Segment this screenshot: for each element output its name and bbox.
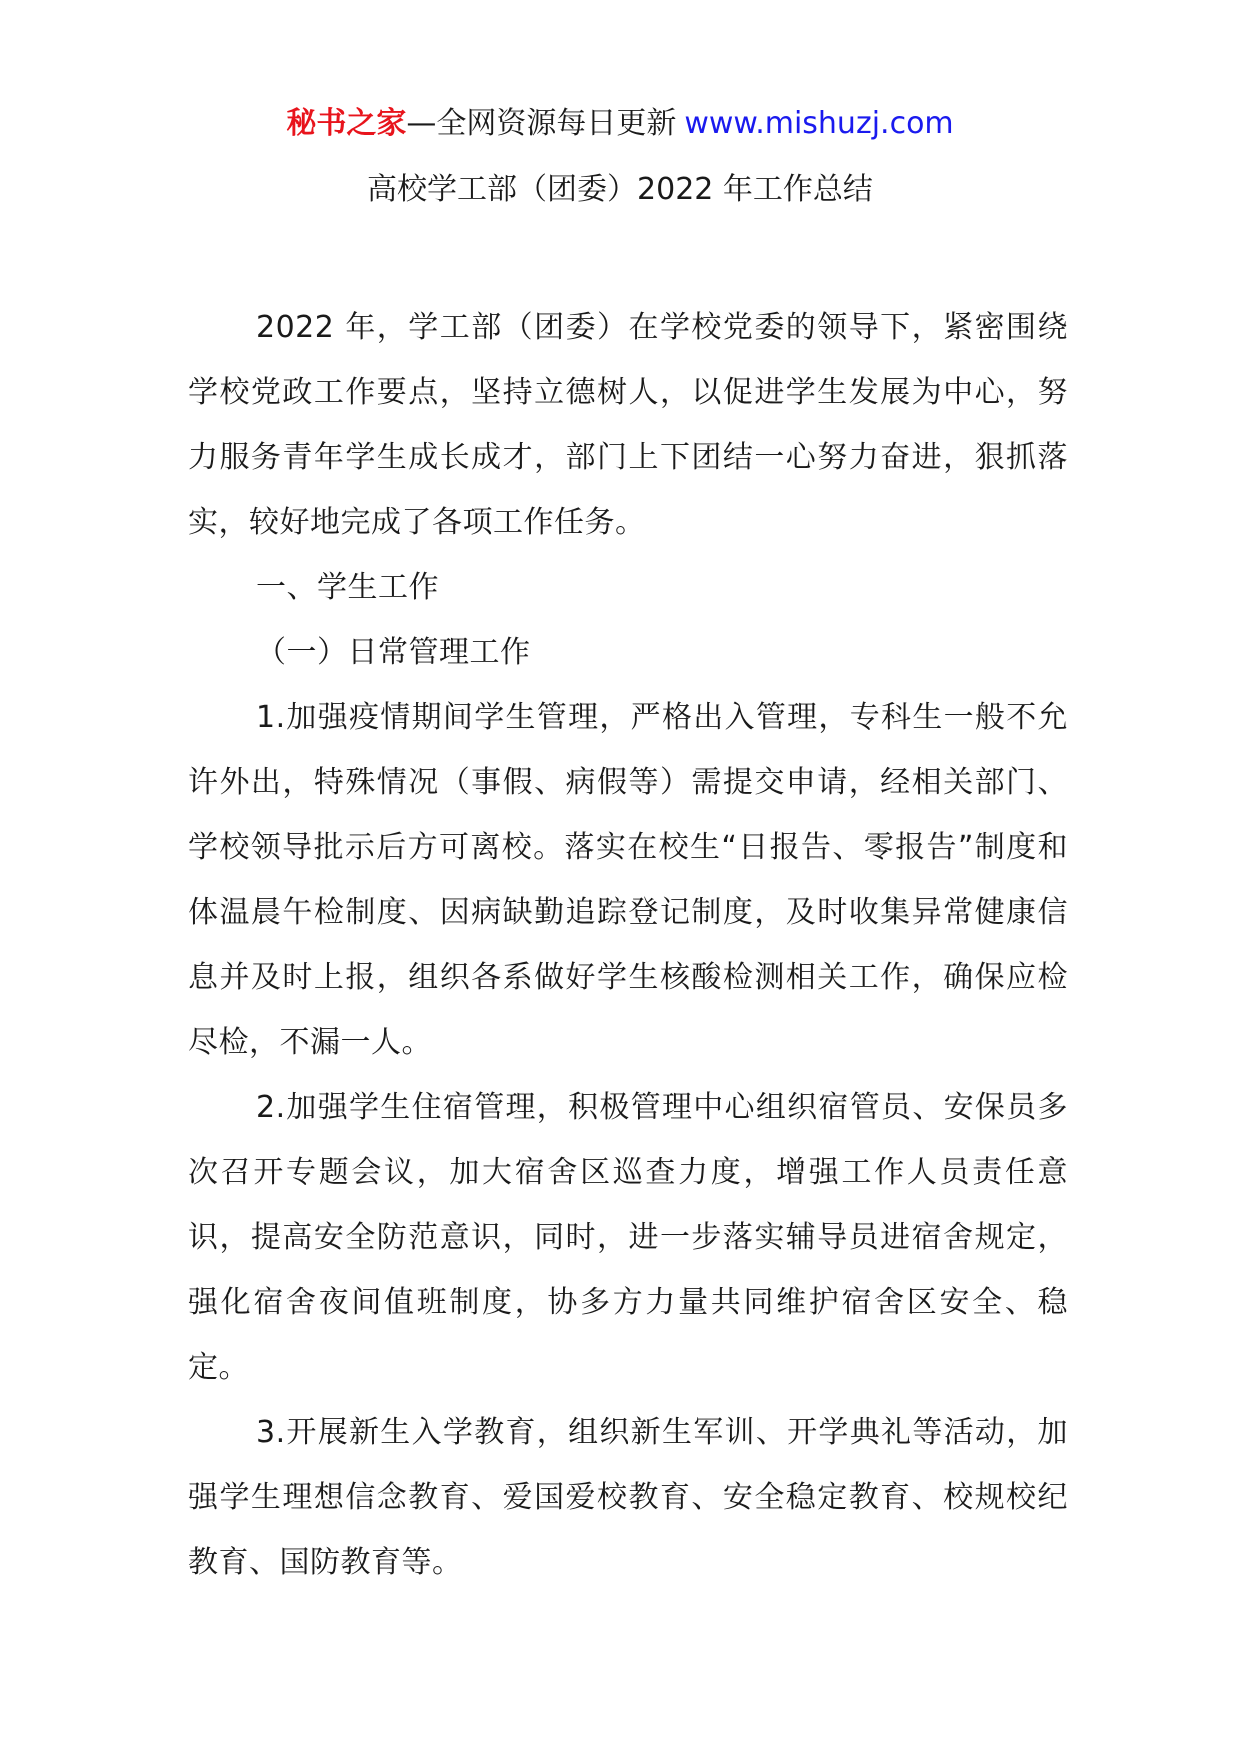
site-header [0, 102, 1240, 146]
subsection-heading-daily-management: （一）日常管理工作 [256, 635, 531, 670]
item-paragraph-freshman-education: 3.开展新生入学教育，组织新生军训、开学典礼等活动，加强学生理想信念教育、爱国爱校教育、安全稳定教育、校规校纪教育、国防教育等。 [188, 1415, 1068, 1580]
item-paragraph-epidemic-management: 1.加强疫情期间学生管理，严格出入管理，专科生一般不允许外出，特殊情况（事假、病假等）需提交申请，经相关部门、学校领导批示后方可离校。落实在校生“日报告、零报告”制度和体温晨午检制度、因病缺勤追踪登记制度，及时收集异常健康信息并及时上报，组织各系做好学生核酸检测相关工作，确保应检尽检，不漏一人。 [188, 700, 1068, 1060]
document-body [188, 295, 1068, 1595]
site-slogan: —全网资源每日更新 [406, 106, 677, 141]
item-paragraph-dormitory-management: 2.加强学生住宿管理，积极管理中心组织宿管员、安保员多次召开专题会议，加大宿舍区巡查力度，增强工作人员责任意识，提高安全防范意识，同时，进一步落实辅导员进宿舍规定，强化宿舍夜间值班制度，协多方力量共同维护宿舍区安全、稳定。 [188, 1090, 1068, 1385]
intro-paragraph: 2022 年，学工部（团委）在学校党委的领导下，紧密围绕学校党政工作要点，坚持立德树人，以促进学生发展为中心，努力服务青年学生成长成才，部门上下团结一心努力奋进，狠抓落实，较好地完成了各项工作任务。 [188, 310, 1068, 540]
site-url-link[interactable]: www.mishuzj.com [684, 106, 954, 141]
brand-name: 秘书之家 [286, 106, 407, 141]
document-title: 高校学工部（团委）2022 年工作总结 [367, 172, 873, 207]
section-heading-student-work: 一、学生工作 [256, 570, 439, 605]
